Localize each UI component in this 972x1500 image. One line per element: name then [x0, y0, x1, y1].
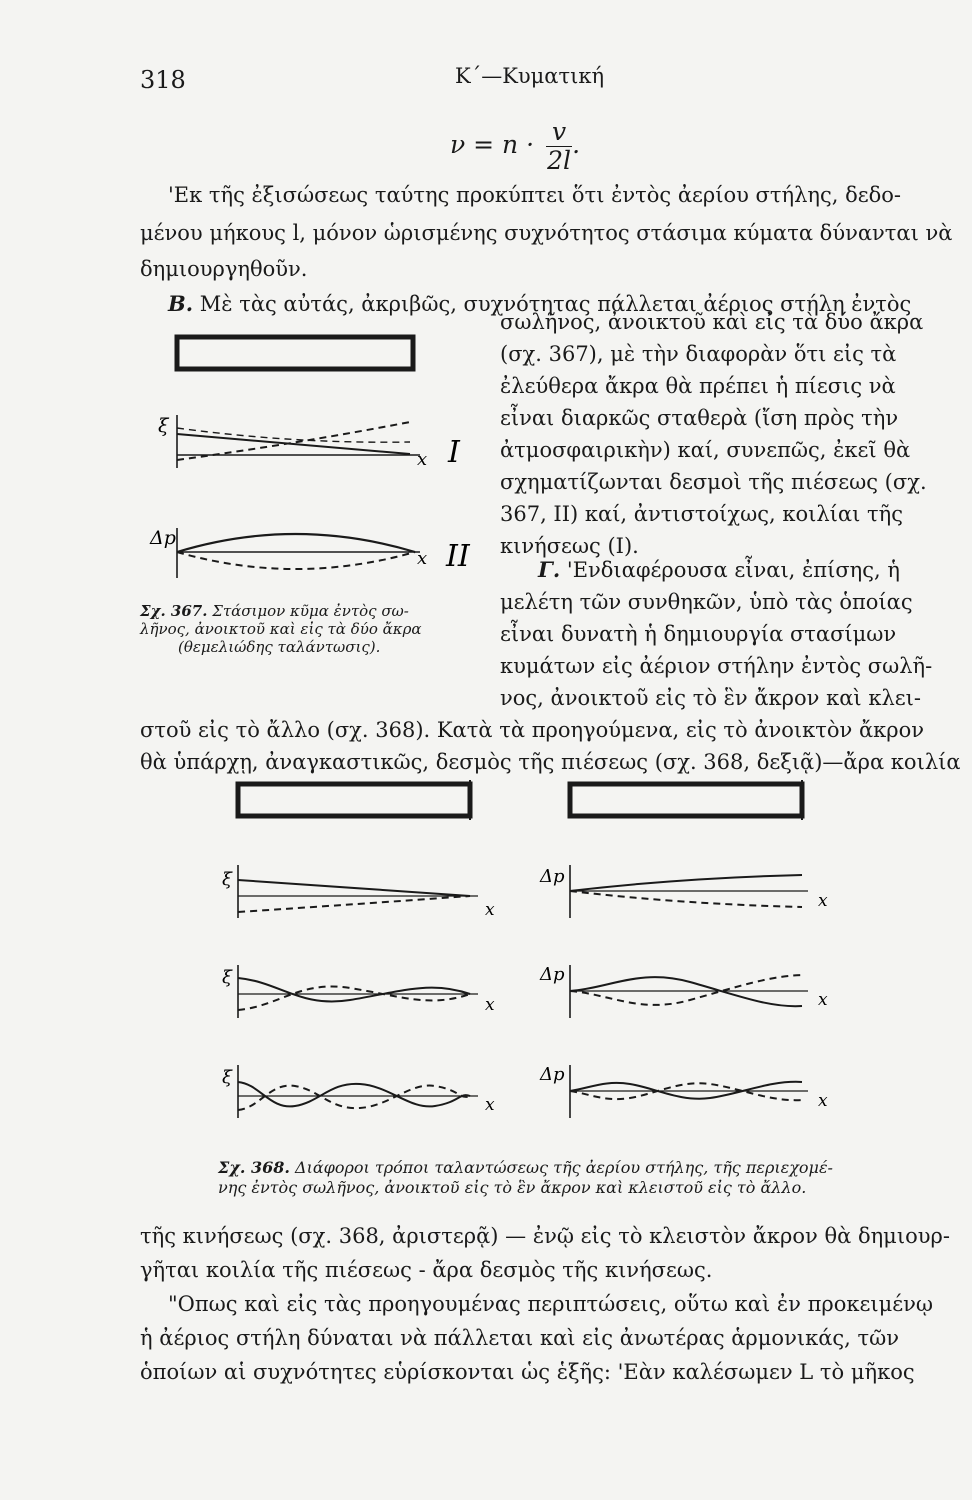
section-b-marker: Β.	[168, 291, 194, 316]
wave-dashed	[238, 896, 470, 912]
wave-dashed	[177, 428, 410, 442]
label-x: x	[485, 995, 495, 1015]
label-dp: Δp	[150, 527, 176, 549]
formula-fraction	[546, 118, 572, 175]
tube-open-both	[177, 337, 413, 369]
wave-solid	[238, 978, 470, 1002]
wave-solid	[238, 1082, 470, 1106]
wave-solid	[570, 875, 802, 891]
label-xi: ξ	[158, 415, 169, 437]
text-line: "Οπως καὶ εἰς τὰς προηγουμένας περιπτώσεις, οὕτω καὶ ἐν προκειμένῳ	[168, 1292, 934, 1316]
right-column-line: κυμάτων εἰς ἀέριον στήλην ἐντὸς σωλῆ-	[500, 654, 933, 678]
label-dp: Δp	[540, 866, 565, 887]
right-column-line: εἶναι δυνατὴ ἡ δημιουργία στασίμων	[500, 622, 897, 646]
wave-solid	[570, 1082, 802, 1099]
text-line: 'Εκ τῆς ἐξισώσεως ταύτης προκύπτει ὅτι ἐντὸς ἀερίου στήλης, δεδο-	[168, 183, 902, 207]
caption-368-line-2: νης ἐντὸς σωλῆνος, ἀνοικτοῦ εἰς τὸ ἓν ἄκρον καὶ κλειστοῦ εἰς τὸ ἄλλο.	[218, 1178, 807, 1197]
section-g-line	[538, 556, 900, 584]
figure-367	[140, 320, 480, 610]
wave-solid	[177, 434, 410, 454]
left-mode-3	[222, 1065, 495, 1118]
right-mode-1	[539, 865, 828, 918]
text-line: ἡ ἀέριος στήλη δύναται νὰ πάλλεται καὶ εἰς ἀνωτέρας ἁρμονικάς, τῶν	[140, 1326, 899, 1350]
wave-solid	[238, 880, 470, 896]
caption-368-line-1	[218, 1158, 833, 1177]
right-mode-2	[539, 964, 828, 1018]
formula-tail: .	[572, 130, 581, 159]
label-xi: ξ	[222, 1067, 232, 1088]
right-column-line: νος, ἀνοικτοῦ εἰς τὸ ἓν ἄκρον καὶ κλει-	[500, 686, 921, 710]
wave-dashed	[238, 986, 470, 1010]
caption-368-text: Διάφοροι τρόποι ταλαντώσεως τῆς ἀερίου στήλης, τῆς περιεχομέ-	[295, 1158, 833, 1177]
label-x: x	[818, 990, 828, 1010]
formula-denominator: 2l	[547, 146, 572, 175]
right-column-line: σωλῆνος, ἀνοικτοῦ καὶ εἰς τὰ δύο ἄκρα	[500, 310, 924, 334]
right-column-line: 367, II) καί, ἀντιστοίχως, κοιλίαι τῆς	[500, 502, 903, 526]
text-line: δημιουργηθοῦν.	[140, 257, 308, 281]
caption-368-number: Σχ. 368.	[218, 1158, 290, 1177]
caption-367-line-2: λῆνος, ἀνοικτοῦ καὶ εἰς τὰ δύο ἄκρα	[140, 620, 422, 638]
formula-numerator: v	[546, 118, 572, 147]
formula-lhs: ν = n ·	[450, 130, 535, 159]
text-line: μένου μήκους l, μόνον ὡρισμένης συχνότητος στάσιμα κύματα δύνανται νὰ	[140, 221, 953, 245]
wave-dashed	[177, 552, 415, 569]
label-I: I	[448, 435, 460, 470]
tube-left	[238, 784, 470, 816]
figure-368	[210, 770, 850, 1150]
text-line: τῆς κινήσεως (σχ. 368, ἀριστερᾷ) — ἐνῷ εἰς τὸ κλειστὸν ἄκρον θὰ δημιουρ-	[140, 1224, 950, 1248]
right-column-line: (σχ. 367), μὲ τὴν διαφορὰν ὅτι εἰς τὰ	[500, 342, 897, 366]
right-column-line: ἀτμοσφαιρικὴν) καί, συνεπῶς, ἐκεῖ θὰ	[500, 438, 911, 462]
caption-367-text: Στάσιμον κῦμα ἐντὸς σω-	[212, 602, 409, 620]
section-g-text: 'Ενδιαφέρουσα εἶναι, ἐπίσης, ἡ	[566, 558, 900, 582]
text-line: στοῦ εἰς τὸ ἄλλο (σχ. 368). Κατὰ τὰ προηγούμενα, εἰς τὸ ἀνοικτὸν ἄκρον	[140, 718, 925, 742]
section-g-marker: Γ.	[538, 557, 561, 582]
caption-367-line-3: (θεμελιώδης ταλάντωσις).	[178, 638, 381, 656]
text-line: ὁποίων αἱ συχνότητες εὑρίσκονται ὡς ἑξῆς: 'Εὰν καλέσωμεν L τὸ μῆκος	[140, 1360, 915, 1384]
caption-367-line-1	[140, 602, 409, 620]
section-b-text: Μὲ τὰς αὐτάς, ἀκριβῶς, συχνότητας πάλλεται ἀέριος στήλη ἐντὸς	[199, 292, 912, 316]
label-x: x	[818, 891, 828, 911]
label-x: x	[417, 548, 428, 569]
label-dp: Δp	[540, 964, 565, 985]
text-line: γῆται κοιλία τῆς πιέσεως - ἄρα δεσμὸς τῆς κινήσεως.	[140, 1258, 713, 1282]
label-x: x	[417, 449, 428, 470]
wave-solid	[177, 534, 415, 552]
tube-right	[570, 784, 802, 816]
right-column-line: κινήσεως (I).	[500, 534, 639, 558]
right-column-line: σχηματίζωνται δεσμοὶ τῆς πιέσεως (σχ.	[500, 470, 927, 494]
wave-dashed	[570, 891, 802, 907]
caption-367-number: Σχ. 367.	[140, 602, 208, 620]
left-mode-1	[222, 865, 495, 920]
formula	[450, 118, 580, 175]
right-column-line: εἶναι διαρκῶς σταθερὰ (ἴση πρὸς τὴν	[500, 406, 899, 430]
right-column-line: μελέτη τῶν συνθηκῶν, ὑπὸ τὰς ὁποίας	[500, 590, 913, 614]
page-number: 318	[140, 66, 186, 94]
text-line: θὰ ὑπάρχῃ, ἀναγκαστικῶς, δεσμὸς τῆς πιέσεως (σχ. 368, δεξιᾷ)—ἄρα κοιλία	[140, 750, 961, 774]
label-xi: ξ	[222, 869, 232, 890]
left-mode-2	[222, 965, 495, 1018]
label-x: x	[818, 1091, 828, 1111]
label-II: II	[446, 539, 470, 574]
label-x: x	[485, 900, 495, 920]
right-mode-3	[539, 1064, 828, 1118]
wave-dashed	[570, 975, 802, 1005]
wave-dashed	[177, 422, 410, 460]
label-dp: Δp	[540, 1064, 565, 1085]
label-xi: ξ	[222, 967, 232, 988]
label-x: x	[485, 1095, 495, 1115]
right-column-line: ἐλεύθερα ἄκρα θὰ πρέπει ἡ πίεσις νὰ	[500, 374, 896, 398]
running-header: Κ΄—Κυματική	[455, 64, 605, 88]
